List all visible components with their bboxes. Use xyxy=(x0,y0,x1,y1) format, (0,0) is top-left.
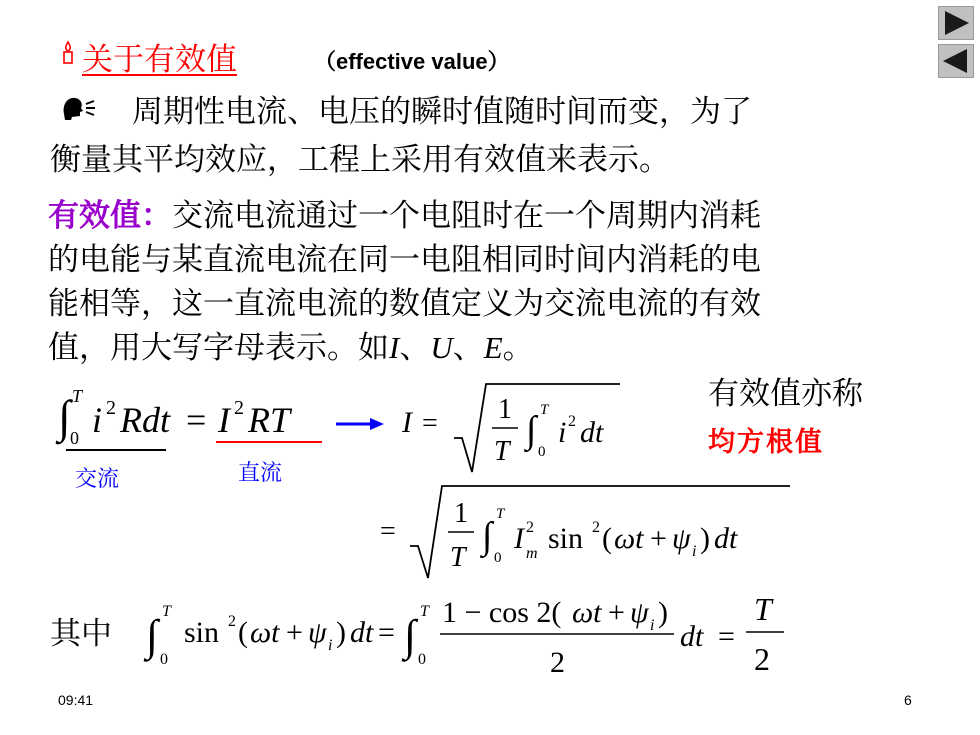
svg-text:0: 0 xyxy=(538,444,546,460)
svg-text:+: + xyxy=(650,522,667,555)
svg-text:): ) xyxy=(336,616,346,649)
svg-text:dt: dt xyxy=(680,620,704,653)
title-text: 关于有效值 xyxy=(82,42,237,78)
svg-text:RT: RT xyxy=(248,400,291,440)
svg-text:2: 2 xyxy=(526,519,534,536)
aside-rms: 均方根值 xyxy=(708,427,824,458)
svg-text:Rdt: Rdt xyxy=(120,400,170,440)
where-label: 其中 xyxy=(50,616,112,652)
footer-time: 09:41 xyxy=(58,692,94,708)
formula-expanded xyxy=(370,478,800,588)
definition-end: 。 xyxy=(502,330,534,366)
svg-text:2: 2 xyxy=(568,413,576,430)
svg-text:dt: dt xyxy=(714,522,738,555)
svg-text:=: = xyxy=(186,400,207,440)
title-bullet xyxy=(60,40,76,68)
separator-2: 、 xyxy=(452,330,484,366)
svg-text:m: m xyxy=(526,545,538,562)
svg-text:i: i xyxy=(92,400,103,440)
page-number: 6 xyxy=(904,692,912,708)
next-slide-button[interactable] xyxy=(938,6,974,40)
svg-text:ωt: ωt xyxy=(614,522,644,555)
svg-text:0: 0 xyxy=(494,550,502,566)
svg-text:2: 2 xyxy=(228,613,236,630)
svg-text:0: 0 xyxy=(70,428,79,448)
svg-text:dt: dt xyxy=(580,416,604,449)
svg-text:∫: ∫ xyxy=(482,515,493,557)
symbol-I: I xyxy=(389,330,400,365)
formula-sin-integral xyxy=(140,580,900,690)
definition-paragraph xyxy=(48,194,761,370)
svg-text:I: I xyxy=(514,522,524,555)
svg-text:i: i xyxy=(692,543,697,560)
definition-line-2: 的电能与某直流电流在同一电阻相同时间内消耗的电 xyxy=(48,242,761,278)
definition-line-4 xyxy=(48,326,761,370)
svg-text:ψ: ψ xyxy=(672,522,691,555)
svg-text:T: T xyxy=(450,542,466,573)
intro-line-2: 衡量其平均效应，工程上采用有效值来表示。 xyxy=(50,142,670,178)
svg-text:T: T xyxy=(162,603,171,620)
svg-text:1 − cos 2(: 1 − cos 2( xyxy=(442,596,562,629)
svg-text:=: = xyxy=(422,408,438,439)
slide-title xyxy=(82,34,237,79)
definition-term: 有效值： xyxy=(48,198,172,234)
svg-text:+: + xyxy=(286,616,303,649)
svg-text:T: T xyxy=(72,386,83,406)
svg-text:=: = xyxy=(378,616,395,649)
svg-text:ψ: ψ xyxy=(630,596,649,629)
intro-line-1: 周期性电流、电压的瞬时值随时间而变，为了 xyxy=(132,94,752,130)
svg-text:2: 2 xyxy=(106,397,116,419)
definition-line-1 xyxy=(48,194,761,238)
symbol-E: E xyxy=(483,330,503,365)
definition-text-4: 值，用大写字母表示。如 xyxy=(48,330,389,366)
svg-text:i: i xyxy=(558,416,567,449)
svg-text:+: + xyxy=(608,596,625,629)
svg-text:(: ( xyxy=(238,616,248,649)
svg-text:∫: ∫ xyxy=(404,611,417,660)
svg-text:): ) xyxy=(700,522,710,555)
svg-text:0: 0 xyxy=(418,651,426,668)
svg-text:sin: sin xyxy=(548,522,584,555)
rms-formula xyxy=(401,384,620,472)
ac-energy-integral xyxy=(55,386,293,448)
svg-text:T: T xyxy=(494,436,510,467)
svg-text:ωt: ωt xyxy=(250,616,280,649)
aside-line-1: 有效值亦称 xyxy=(708,376,863,412)
svg-text:∫: ∫ xyxy=(146,611,159,660)
svg-text:∫: ∫ xyxy=(58,391,71,442)
svg-text:=: = xyxy=(380,516,396,547)
svg-text:i: i xyxy=(650,617,655,634)
definition-text-1: 交流电流通过一个电阻时在一个周期内消耗 xyxy=(172,198,761,234)
svg-text:∫: ∫ xyxy=(526,409,537,451)
dc-label: 直流 xyxy=(238,461,283,486)
svg-text:1: 1 xyxy=(498,394,512,425)
separator-1: 、 xyxy=(399,330,431,366)
svg-text:2: 2 xyxy=(550,646,565,679)
title-english: （effective value） xyxy=(314,49,510,74)
svg-text:T: T xyxy=(754,591,772,627)
prev-slide-button[interactable] xyxy=(938,44,974,78)
definition-line-3: 能相等，这一直流电流的数值定义为交流电流的有效 xyxy=(48,286,761,322)
svg-text:(: ( xyxy=(602,522,612,555)
speaking-head-icon xyxy=(60,92,102,122)
svg-text:2: 2 xyxy=(234,397,244,419)
svg-text:ψ: ψ xyxy=(308,616,327,649)
svg-text:T: T xyxy=(496,506,505,522)
svg-text:ωt: ωt xyxy=(572,596,602,629)
svg-text:i: i xyxy=(328,637,333,654)
svg-text:1: 1 xyxy=(454,498,468,529)
intro-bullet xyxy=(60,92,102,126)
svg-text:0: 0 xyxy=(160,651,168,668)
svg-text:=: = xyxy=(718,620,735,653)
arrow-icon xyxy=(336,418,384,430)
svg-text:sin: sin xyxy=(184,616,220,649)
svg-text:): ) xyxy=(658,596,668,629)
svg-text:T: T xyxy=(540,402,549,418)
svg-text:I: I xyxy=(402,406,412,439)
svg-text:dt: dt xyxy=(350,616,374,649)
symbol-U: U xyxy=(430,330,453,365)
candle-icon xyxy=(60,40,76,64)
svg-text:T: T xyxy=(420,603,429,620)
ac-label: 交流 xyxy=(75,467,120,492)
triangle-right-icon xyxy=(939,7,973,39)
svg-text:2: 2 xyxy=(754,641,770,677)
triangle-left-icon xyxy=(939,45,973,77)
svg-text:I: I xyxy=(218,400,230,440)
svg-text:2: 2 xyxy=(592,519,600,536)
